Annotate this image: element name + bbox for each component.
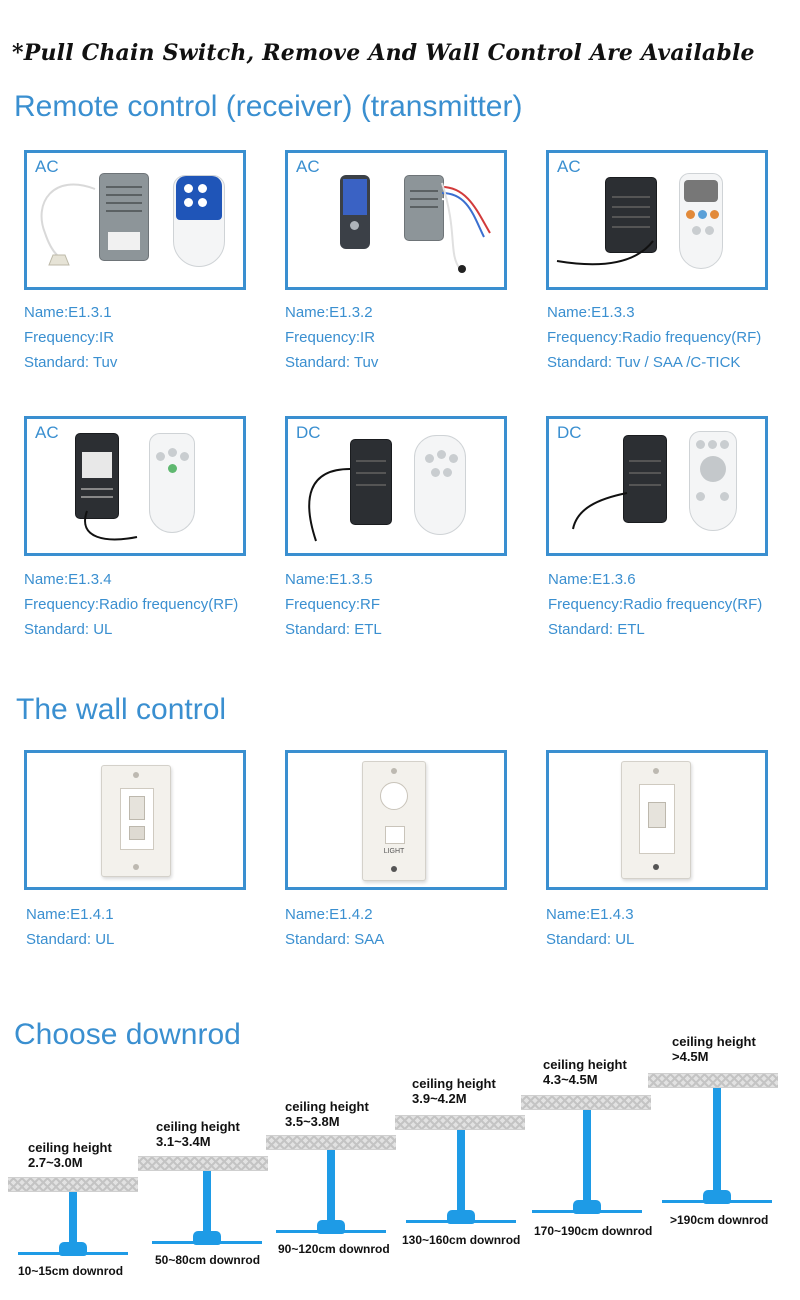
wall-plate bbox=[621, 761, 691, 879]
ceiling-value-text: 3.1~3.4M bbox=[156, 1134, 211, 1149]
downrod-length-label: 170~190cm downrod bbox=[534, 1224, 653, 1238]
product-name: Name:E1.3.2 bbox=[285, 304, 373, 321]
ceiling-label-text: ceiling height bbox=[28, 1140, 112, 1155]
product-frequency: Frequency:IR bbox=[285, 329, 376, 346]
remote-transmitter bbox=[689, 431, 737, 531]
current-type-tag: AC bbox=[296, 157, 320, 176]
product-frequency: Frequency:IR bbox=[24, 329, 115, 346]
product-standard: Standard: ETL bbox=[285, 621, 382, 638]
fan-blades bbox=[532, 1210, 642, 1213]
spec-e132 bbox=[285, 300, 378, 375]
product-frequency: Frequency:Radio frequency(RF) bbox=[24, 596, 239, 613]
spec-e136 bbox=[548, 567, 762, 642]
spec-e131 bbox=[24, 300, 117, 375]
product-name: Name:E1.4.2 bbox=[285, 906, 373, 923]
downrod bbox=[583, 1110, 591, 1204]
wire-bundle-icon bbox=[438, 173, 498, 273]
antenna-wire-icon bbox=[567, 489, 637, 539]
wall-card-e141 bbox=[24, 750, 246, 890]
antenna-wire-icon bbox=[553, 237, 663, 273]
product-standard: Standard: SAA bbox=[285, 931, 385, 948]
ceiling-bar bbox=[521, 1095, 651, 1110]
downrod bbox=[69, 1192, 77, 1246]
ceiling-height-label bbox=[285, 1099, 369, 1129]
ceiling-bar bbox=[138, 1156, 268, 1171]
remote-transmitter bbox=[414, 435, 466, 535]
downrod-length-label: 90~120cm downrod bbox=[278, 1242, 390, 1256]
current-type-tag: AC bbox=[35, 423, 59, 442]
pull-chain-icon bbox=[33, 173, 103, 273]
product-name: Name:E1.3.4 bbox=[24, 571, 112, 588]
current-type-tag: AC bbox=[557, 157, 581, 176]
ceiling-height-label bbox=[672, 1034, 756, 1064]
wall-section-title: The wall control bbox=[16, 693, 227, 726]
antenna-wire-icon bbox=[298, 459, 358, 549]
ceiling-bar bbox=[266, 1135, 396, 1150]
product-standard: Standard: ETL bbox=[548, 621, 645, 638]
downrod-length-label: 10~15cm downrod bbox=[18, 1264, 124, 1278]
ceiling-height-label bbox=[543, 1057, 627, 1087]
spec-e134 bbox=[24, 567, 238, 642]
ceiling-label-text: ceiling height bbox=[285, 1099, 369, 1114]
remote-transmitter bbox=[149, 433, 195, 533]
remote-transmitter bbox=[679, 173, 723, 269]
downrod bbox=[713, 1088, 721, 1194]
ceiling-bar bbox=[8, 1177, 138, 1192]
downrod bbox=[203, 1171, 211, 1235]
product-standard: Standard: UL bbox=[26, 931, 115, 948]
wall-plate bbox=[362, 761, 426, 881]
product-name: Name:E1.3.5 bbox=[285, 571, 373, 588]
product-name: Name:E1.3.6 bbox=[548, 571, 636, 588]
spec-e133 bbox=[547, 300, 761, 375]
remote-card-e134 bbox=[24, 416, 246, 556]
ceiling-height-label bbox=[156, 1119, 240, 1149]
ceiling-height-label bbox=[28, 1140, 112, 1170]
receiver-unit bbox=[75, 433, 119, 519]
wall-plate bbox=[101, 765, 171, 877]
product-name: Name:E1.3.3 bbox=[547, 304, 635, 321]
ceiling-label-text: ceiling height bbox=[412, 1076, 496, 1091]
ceiling-value-text: 3.9~4.2M bbox=[412, 1091, 467, 1106]
product-frequency: Frequency:Radio frequency(RF) bbox=[548, 596, 763, 613]
downrod bbox=[457, 1130, 465, 1214]
ceiling-value-text: 4.3~4.5M bbox=[543, 1072, 598, 1087]
ceiling-value-text: >4.5M bbox=[672, 1049, 709, 1064]
product-name: Name:E1.4.3 bbox=[546, 906, 634, 923]
ceiling-label-text: ceiling height bbox=[543, 1057, 627, 1072]
current-type-tag: DC bbox=[557, 423, 582, 442]
ceiling-label-text: ceiling height bbox=[672, 1034, 756, 1049]
remote-section-title: Remote control (receiver) (transmitter) bbox=[14, 90, 523, 123]
ceiling-bar bbox=[648, 1073, 778, 1088]
wall-card-e143 bbox=[546, 750, 768, 890]
product-standard: Standard: UL bbox=[24, 621, 113, 638]
fan-blades bbox=[18, 1252, 128, 1255]
wall-card-e142 bbox=[285, 750, 507, 890]
light-switch-label: LIGHT bbox=[383, 848, 405, 855]
current-type-tag: DC bbox=[296, 423, 321, 442]
remote-card-e132 bbox=[285, 150, 507, 290]
remote-card-e136 bbox=[546, 416, 768, 556]
ceiling-height-label bbox=[412, 1076, 496, 1106]
receiver-unit bbox=[99, 173, 149, 261]
remote-card-e131 bbox=[24, 150, 246, 290]
current-type-tag: AC bbox=[35, 157, 59, 176]
product-frequency: Frequency:RF bbox=[285, 596, 381, 613]
fan-blades bbox=[662, 1200, 772, 1203]
product-frequency: Frequency:Radio frequency(RF) bbox=[547, 329, 762, 346]
product-standard: Standard: Tuv bbox=[24, 354, 118, 371]
remote-card-e133 bbox=[546, 150, 768, 290]
ceiling-label-text: ceiling height bbox=[156, 1119, 240, 1134]
product-name: Name:E1.3.1 bbox=[24, 304, 112, 321]
downrod bbox=[327, 1150, 335, 1224]
downrod-length-label: 50~80cm downrod bbox=[155, 1253, 261, 1267]
fan-blades bbox=[276, 1230, 386, 1233]
product-standard: Standard: UL bbox=[546, 931, 635, 948]
remote-transmitter bbox=[173, 175, 225, 267]
spec-e143 bbox=[546, 902, 634, 952]
ceiling-bar bbox=[395, 1115, 525, 1130]
downrod-section-title: Choose downrod bbox=[14, 1018, 241, 1051]
remote-card-e135 bbox=[285, 416, 507, 556]
downrod-length-label: >190cm downrod bbox=[670, 1213, 769, 1227]
spec-e135 bbox=[285, 567, 382, 642]
availability-banner: *Pull Chain Switch, Remove And Wall Control Are Available bbox=[12, 40, 755, 66]
spec-e142 bbox=[285, 902, 384, 952]
fan-blades bbox=[152, 1241, 262, 1244]
product-standard: Standard: Tuv / SAA /C-TICK bbox=[547, 354, 741, 371]
antenna-wire-icon bbox=[67, 509, 147, 549]
remote-transmitter bbox=[340, 175, 370, 249]
ceiling-value-text: 3.5~3.8M bbox=[285, 1114, 340, 1129]
downrod-length-label: 130~160cm downrod bbox=[402, 1233, 521, 1247]
product-standard: Standard: Tuv bbox=[285, 354, 379, 371]
fan-blades bbox=[406, 1220, 516, 1223]
spec-e141 bbox=[26, 902, 114, 952]
product-name: Name:E1.4.1 bbox=[26, 906, 114, 923]
ceiling-value-text: 2.7~3.0M bbox=[28, 1155, 83, 1170]
